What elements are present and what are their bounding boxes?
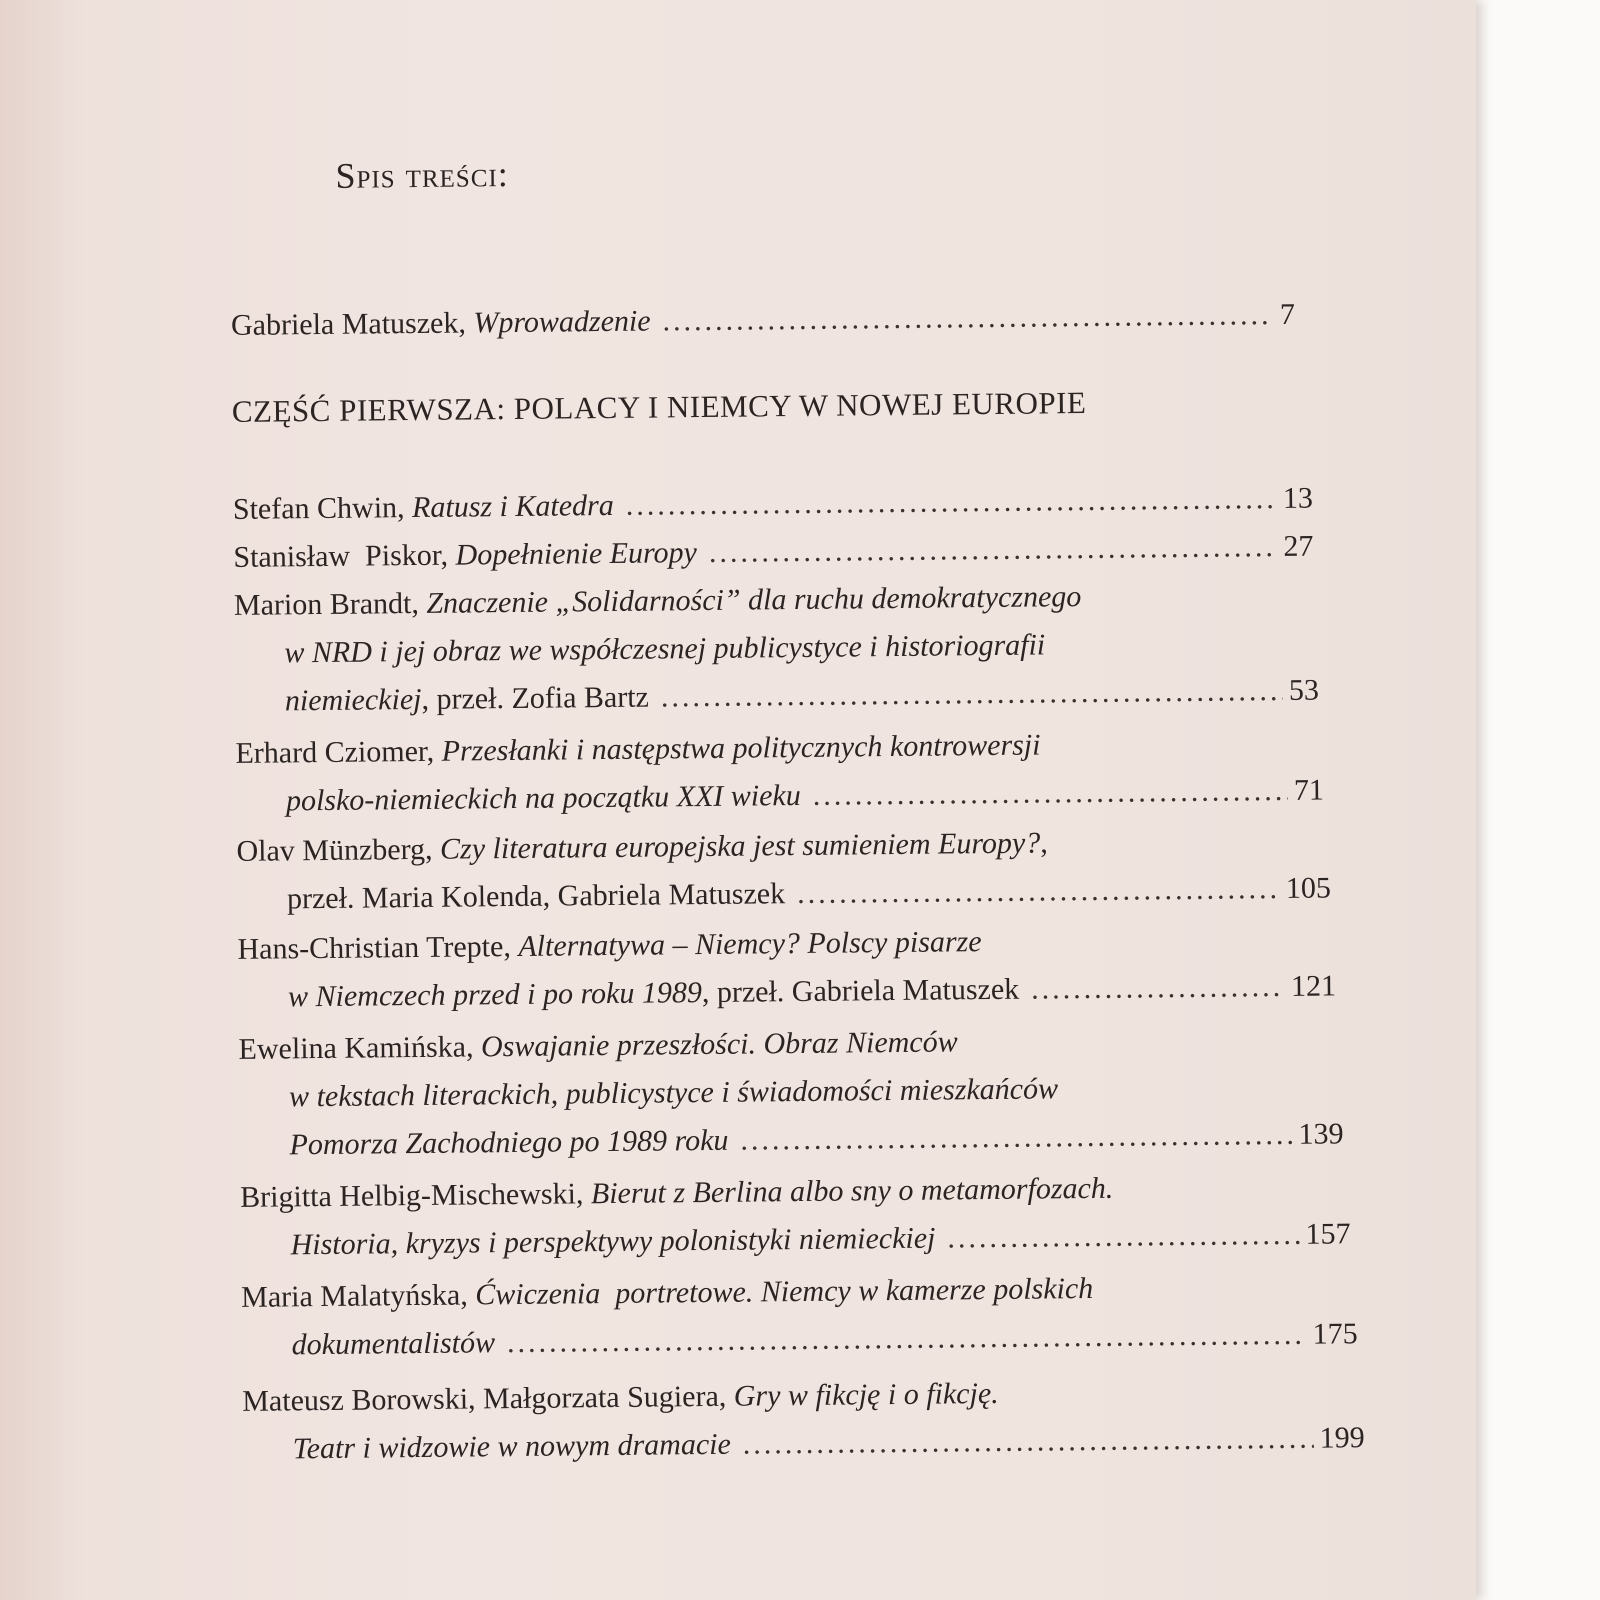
entry-title: Gry w fikcję i o fikcję. [733,1376,999,1413]
entry-title-comma: , [1040,826,1048,860]
entry-title: Ratusz i Katedra [411,488,614,525]
leader-dots [662,291,1269,345]
entry-page-number: 71 [1293,773,1325,807]
entry-title: Oswajanie przeszłości. Obraz Niemców [480,1025,958,1064]
entry-author: Hans-Christian Trepte, [237,930,512,966]
entry-author: Maria Malatyńska, [241,1278,468,1314]
entry-page-number: 175 [1312,1317,1358,1351]
entry-page-number: 139 [1298,1117,1344,1151]
leader-dots [626,475,1278,530]
entry-author: Mateusz Borowski, Małgorzata Sugiera, [242,1379,727,1418]
entry-title-continued: niemieckiej [284,682,422,718]
entry-author: Marion Brandt, [233,586,420,622]
entry-page-number: 157 [1305,1217,1351,1251]
toc-heading: Spis treści: [335,154,509,196]
part-heading: CZĘŚĆ PIERWSZA: POLACY I NIEMCY W NOWEJ EUROPIE [231,384,1087,429]
entry-title: Wprowadzenie [473,304,651,340]
entry-page-number: 199 [1319,1421,1365,1455]
entry-translator: przeł. Maria Kolenda, Gabriela Matuszek [286,877,786,916]
entry-author: Stefan Chwin, [232,491,405,526]
entry-title-continued: polsko-niemieckich na początku XXI wieku [285,778,801,818]
entry-title-continued: dokumentalistów [291,1326,496,1362]
entry-author: Gabriela Matuszek, [230,306,467,342]
entry-page-number: 53 [1288,673,1320,707]
toc-entry [240,1162,1351,1270]
leader-dots [743,1415,1314,1469]
entry-translator: , przeł. Gabriela Matuszek [701,972,1020,1010]
entry-title: Czy literatura europejska jest sumieniem Europy? [439,826,1041,866]
entry-translator: , przeł. Zofia Bartz [421,680,650,716]
entry-title: Bierut z Berlina albo sny o metamorfozach. [590,1171,1114,1211]
entry-title: Alternatywa – Niemcy? Polscy pisarze [518,925,982,963]
entry-author: Olav Münzberg, [236,832,433,868]
toc-entry [237,914,1336,1021]
entry-title-continued: Pomorza Zachodniego po 1989 roku [289,1123,729,1162]
toc-entry [238,1014,1343,1170]
toc-entry [235,719,1324,826]
toc-entry [236,816,1331,923]
toc-entry [234,571,1319,726]
leader-dots [507,1311,1307,1367]
entry-author: Stanisław Piskor, [233,538,449,574]
entry-author: Brigitta Helbig-Mischewski, [239,1177,584,1214]
entry-author: Erhard Cziomer, [235,734,435,770]
entry-page-number: 13 [1282,481,1314,515]
toc-entry-intro [231,291,1295,350]
entry-title: Znaczenie „Solidarności” dla ruchu demokratycznego [426,580,1082,620]
background-surface [1470,0,1600,1600]
leader-dots [947,1211,1300,1263]
entry-title-continued: w NRD i jej obraz we współczesnej publicystyce i historiografii [284,628,1046,670]
toc-entry [242,1366,1365,1474]
entry-title-continued: w Niemczech przed i po roku 1989 [287,976,703,1014]
entry-page-number: 27 [1283,529,1314,563]
entry-title-continued: w tekstach literackich, publicystyce i świadomości mieszkańców [288,1072,1059,1114]
leader-dots [813,767,1289,820]
entry-title: Ćwiczenia portretowe. Niemcy w kamerze polskich [475,1271,1094,1312]
entry-page-number: 7 [1279,297,1296,331]
leader-dots [797,865,1280,918]
entry-title: Dopełnienie Europy [455,536,698,572]
entry-author: Ewelina Kamińska, [238,1030,474,1066]
entry-title-continued: Teatr i widzowie w nowym dramacie [292,1427,731,1466]
entry-title-continued: Historia, kryzys i perspektywy polonistyki niemieckiej [290,1221,936,1262]
leader-dots [661,667,1283,722]
entry-page-number: 105 [1285,871,1332,905]
leader-dots [709,523,1278,577]
entry-title: Przesłanki i następstwa politycznych kontrowersji [441,728,1041,768]
leader-dots [740,1111,1293,1165]
leader-dots [1031,963,1285,1014]
entry-page-number: 121 [1290,969,1337,1003]
toc-entry [241,1262,1358,1370]
